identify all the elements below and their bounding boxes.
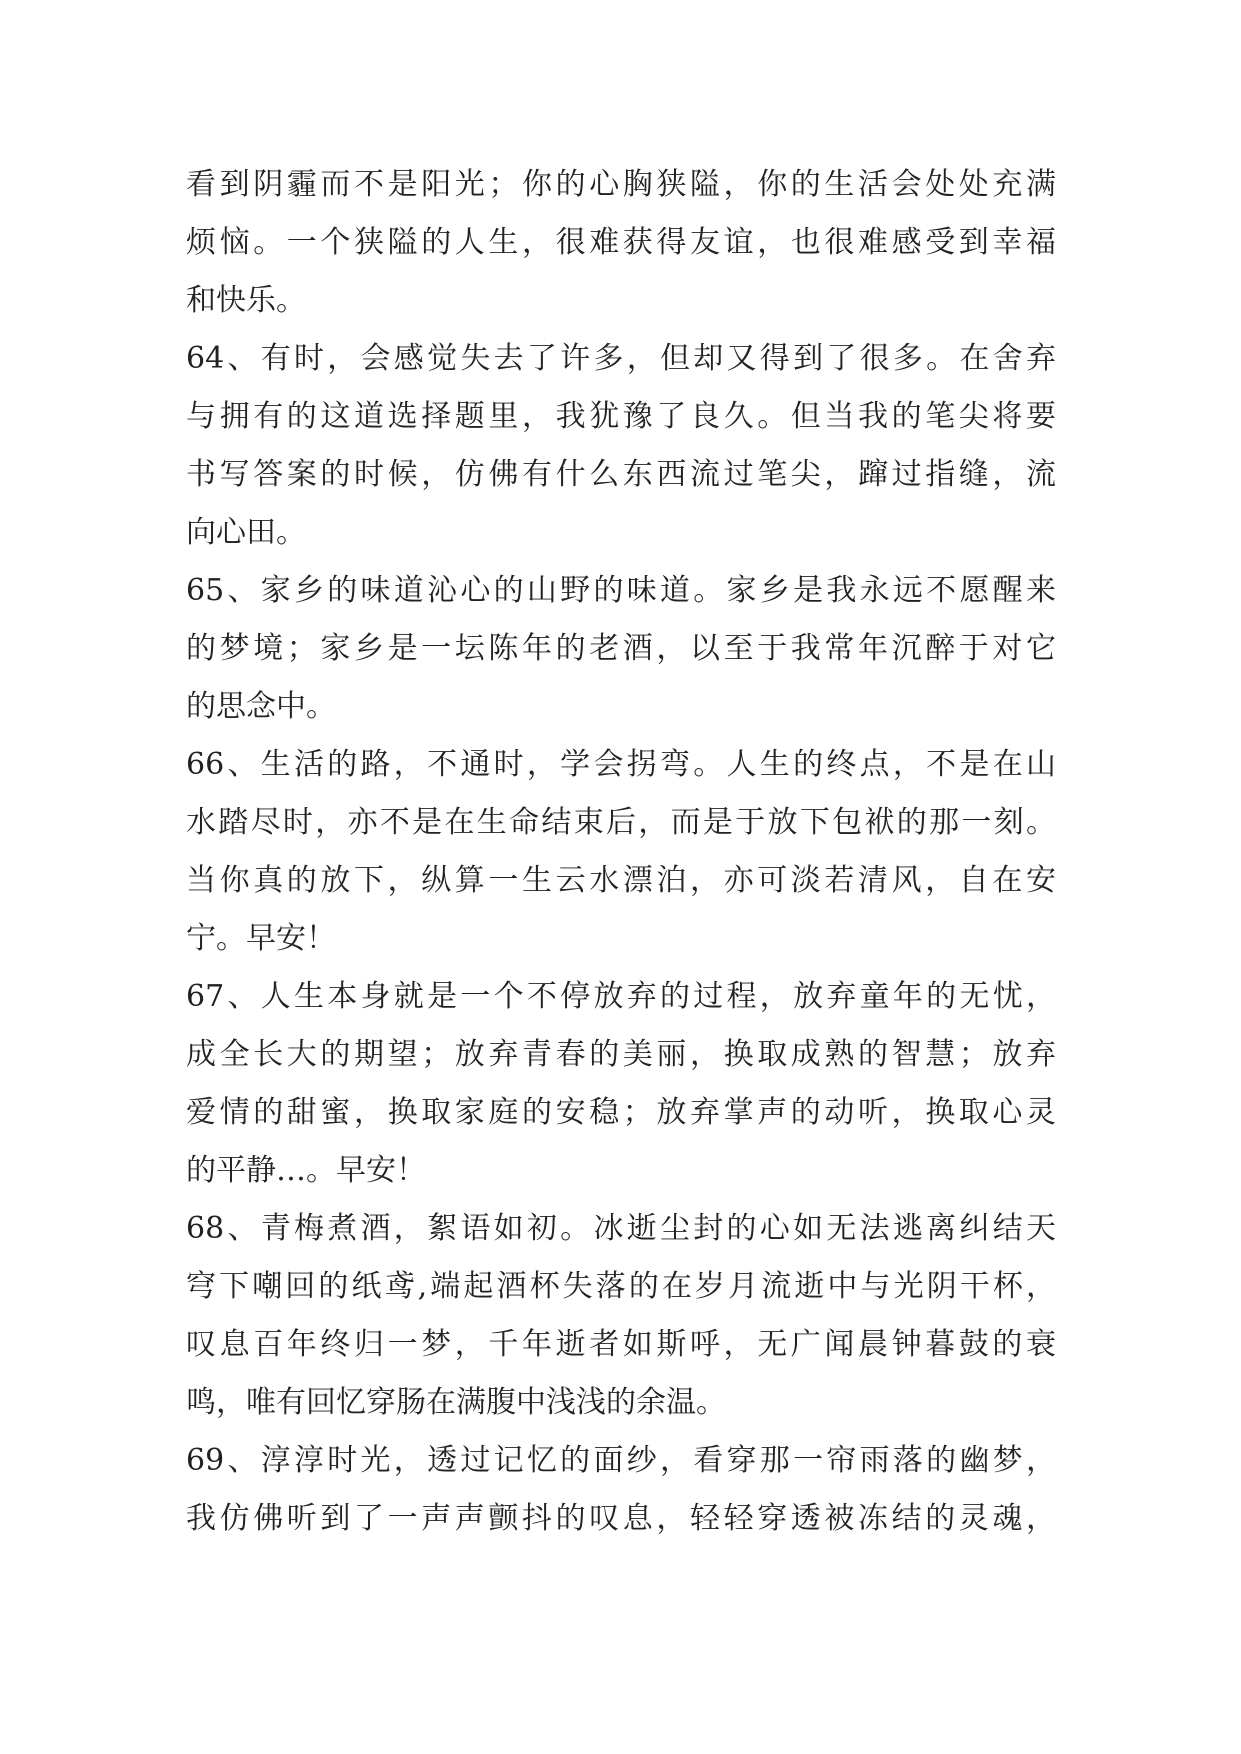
text-line: 穹下嘲回的纸鸢,端起酒杯失落的在岁月流逝中与光阴干杯， (186, 1269, 1056, 1304)
text-line: 水踏尽时，亦不是在生命结束后，而是于放下包袱的那一刻。 (186, 805, 1056, 840)
text-line: 和快乐。 (186, 283, 306, 318)
text-line: 65、家乡的味道沁心的山野的味道。家乡是我永远不愿醒来 (186, 573, 1056, 608)
text-line: 当你真的放下，纵算一生云水漂泊，亦可淡若清风，自在安 (186, 863, 1056, 898)
text-line: 叹息百年终归一梦，千年逝者如斯呼，无广闻晨钟暮鼓的衰 (186, 1327, 1056, 1362)
text-line: 的梦境；家乡是一坛陈年的老酒，以至于我常年沉醉于对它 (186, 631, 1056, 666)
text-line: 的思念中。 (186, 689, 336, 724)
text-line: 书写答案的时候，仿佛有什么东西流过笔尖，蹿过指缝，流 (186, 457, 1056, 492)
text-line: 与拥有的这道选择题里，我犹豫了良久。但当我的笔尖将要 (186, 399, 1056, 434)
text-line: 69、淳淳时光，透过记忆的面纱，看穿那一帘雨落的幽梦， (186, 1443, 1056, 1478)
text-line: 向心田。 (186, 515, 306, 550)
text-line: 宁。早安！ (186, 921, 336, 956)
text-line: 67、人生本身就是一个不停放弃的过程，放弃童年的无忧， (186, 979, 1056, 1014)
text-line: 烦恼。一个狭隘的人生，很难获得友谊，也很难感受到幸福 (186, 225, 1056, 260)
text-line: 鸣，唯有回忆穿肠在满腹中浅浅的余温。 (186, 1385, 726, 1420)
text-line: 68、青梅煮酒，絮语如初。冰逝尘封的心如无法逃离纠结天 (186, 1211, 1056, 1246)
text-line: 看到阴霾而不是阳光；你的心胸狭隘，你的生活会处处充满 (186, 167, 1056, 202)
text-line: 66、生活的路，不通时，学会拐弯。人生的终点，不是在山 (186, 747, 1056, 782)
text-line: 的平静…。早安！ (186, 1153, 426, 1188)
text-line: 64、有时，会感觉失去了许多，但却又得到了很多。在舍弃 (186, 341, 1056, 376)
text-line: 我仿佛听到了一声声颤抖的叹息，轻轻穿透被冻结的灵魂， (186, 1501, 1056, 1536)
text-line: 成全长大的期望；放弃青春的美丽，换取成熟的智慧；放弃 (186, 1037, 1056, 1072)
text-line: 爱情的甜蜜，换取家庭的安稳；放弃掌声的动听，换取心灵 (186, 1095, 1056, 1130)
